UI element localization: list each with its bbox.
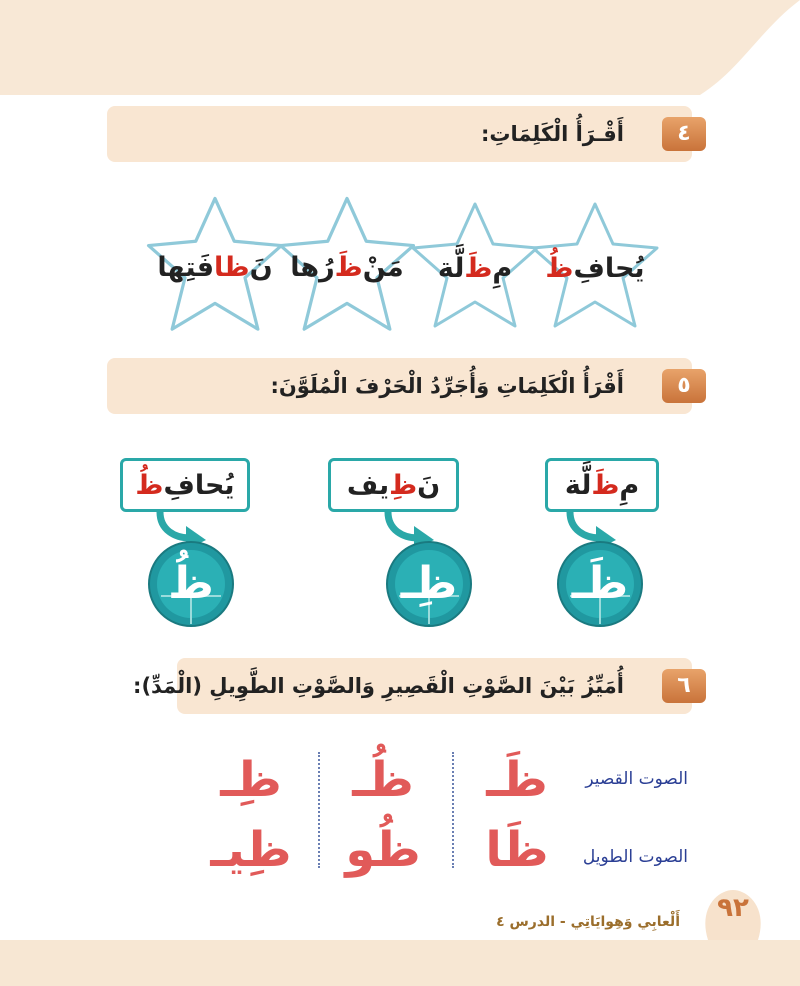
section-5-heading	[107, 358, 692, 414]
star-word: يُحافِ ظُ	[545, 252, 645, 284]
isolated-letter: ظِـ	[400, 558, 458, 609]
short-vowel-damma: ظُـ	[352, 752, 414, 808]
letter-circle	[556, 540, 644, 628]
page-number: ٩٢	[717, 893, 749, 923]
column-divider	[452, 752, 454, 868]
letter-circle	[385, 540, 473, 628]
short-vowel-kasra: ظِـ	[220, 752, 282, 808]
bottom-band	[0, 940, 800, 986]
word-box: يُحافِ ظُ	[120, 458, 250, 512]
word-box: نَ ظِ يف	[328, 458, 459, 512]
star-word-card	[525, 198, 665, 338]
section-4-number: ٤	[662, 117, 706, 151]
star-word: مَنْ ظَ رُها	[290, 251, 404, 283]
section-6-title: أُمَيِّزُ بَيْنَ الصَّوْتِ الْقَصِيرِ وَالصَّوْتِ الطَّوِيلِ (الْمَدِّ):	[133, 674, 624, 698]
footer-lesson-title: أَلْعابِي وَهِوايَاتِي - الدرس ٤	[496, 914, 680, 930]
section-5-title: أَقْرَأُ الْكَلِمَاتِ وَأُجَرِّدُ الْحَرْفَ الْمُلَوَّنَ:	[270, 374, 624, 398]
section-6-heading	[133, 658, 692, 714]
top-decorative-band	[0, 0, 800, 95]
short-sound-label: الصوت القصير	[585, 769, 688, 789]
star-word: مِ ظَ لَّة	[437, 252, 513, 284]
isolated-letter: ظَـ	[571, 558, 629, 609]
letter-circle	[147, 540, 235, 628]
star-word-card	[140, 192, 290, 342]
star-word: نَ ظا فَتِها	[157, 251, 273, 283]
word-box: مِ ظَ لَّة	[545, 458, 659, 512]
long-vowel-alif: ظَا	[485, 822, 549, 878]
column-divider	[318, 752, 320, 868]
isolated-letter: ظُ	[168, 558, 214, 609]
star-word-card	[405, 198, 545, 338]
long-vowel-ya: ظِيـ	[210, 822, 292, 878]
long-sound-label: الصوت الطويل	[582, 847, 688, 867]
star-word-card	[272, 192, 422, 342]
section-4-title: أَقْـرَأُ الْكَلِمَاتِ:	[480, 122, 624, 146]
section-4-heading	[107, 106, 692, 162]
section-6-number: ٦	[662, 669, 706, 703]
section-5-number: ٥	[662, 369, 706, 403]
long-vowel-waw: ظُو	[345, 822, 421, 878]
short-vowel-fatha: ظَـ	[486, 752, 548, 808]
